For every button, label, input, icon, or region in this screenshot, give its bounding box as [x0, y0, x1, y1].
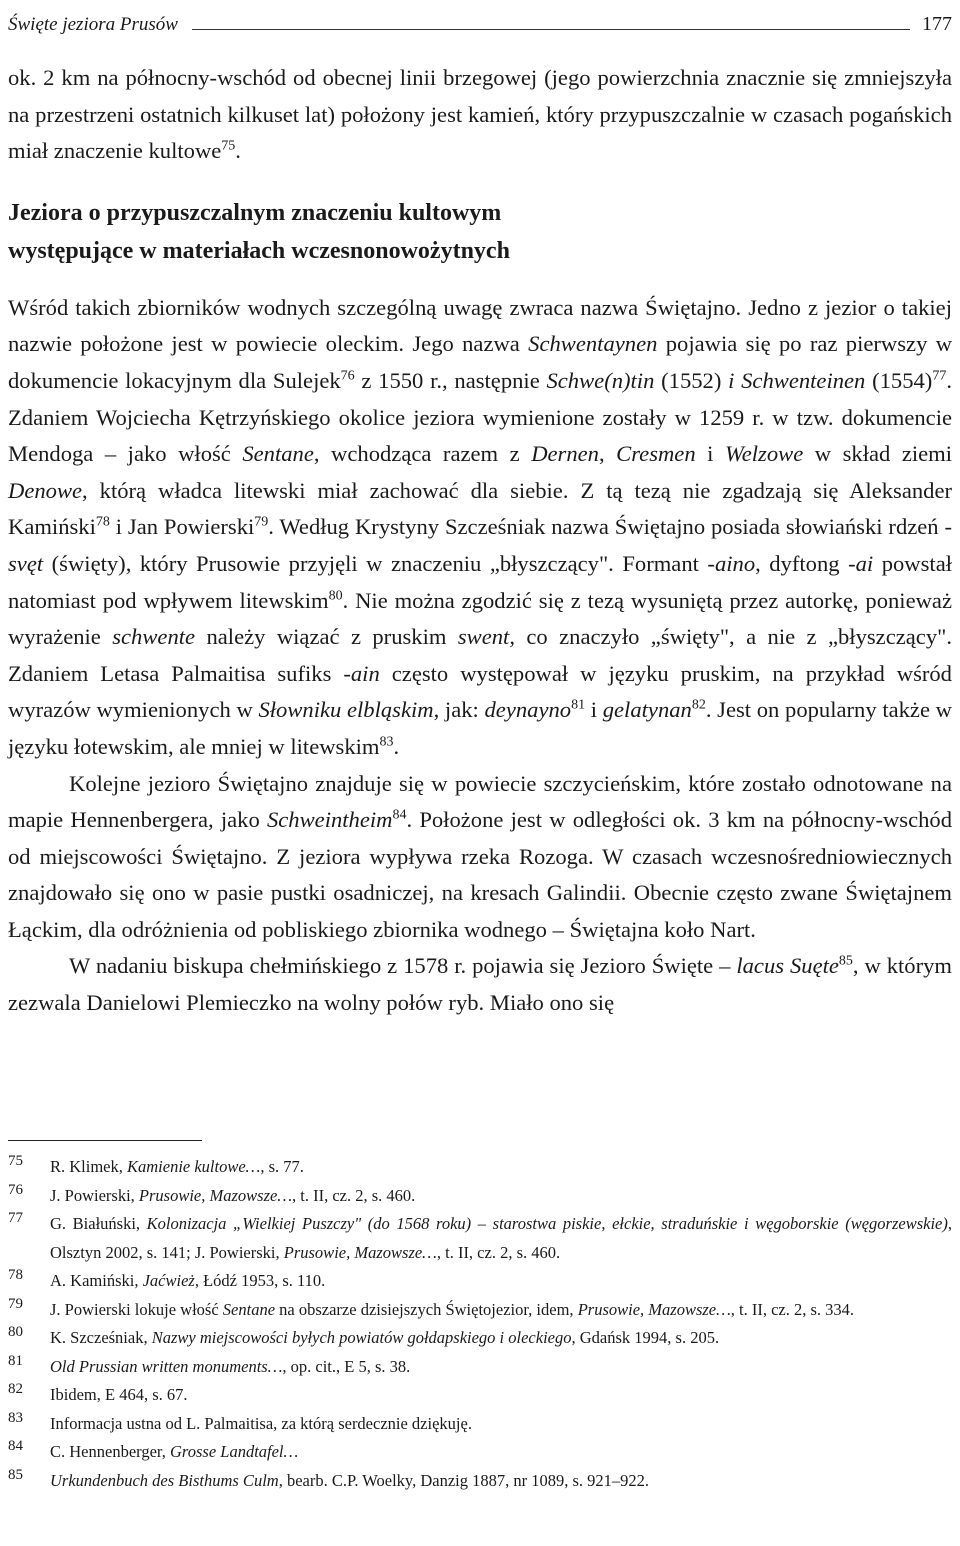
italic-term: -svęt	[8, 514, 953, 576]
italic-title: Prusowie, Mazowsze…	[283, 1242, 437, 1262]
italic-title: Kolonizacja „Wielkiej Puszczy" (do 1568 roku) – starostwa piskie, ełckie, straduńskie i węgoborskie (węgorzewskie)	[146, 1214, 948, 1233]
text-run: A. Kamiński,	[50, 1271, 143, 1290]
text-run: , s. 77.	[260, 1157, 304, 1176]
text-run: , dyftong	[755, 550, 849, 576]
footnote	[8, 1267, 952, 1296]
footnote	[8, 1182, 952, 1211]
footnote-text	[50, 1210, 952, 1267]
italic-title: Jaćwież	[142, 1271, 195, 1290]
footnote-ref: 81	[571, 697, 586, 713]
footnote-number: 79	[8, 1295, 23, 1312]
footnote-text	[50, 1182, 952, 1211]
italic-term: Dernen	[531, 441, 599, 467]
italic-term: gelatynan	[602, 697, 692, 723]
text-run: ,	[598, 441, 617, 467]
text-run: , t. II, cz. 2, s. 460.	[292, 1185, 416, 1205]
main-text	[8, 60, 952, 1022]
italic-term: swent	[457, 624, 510, 650]
footnote-number: 80	[8, 1324, 23, 1340]
italic-term: schwente	[112, 624, 196, 650]
text-run: w skład ziemi	[803, 441, 953, 467]
footnote-text	[50, 1438, 952, 1467]
text-run: i Jan Powierski	[109, 514, 255, 540]
text-run: , t. II, cz. 2, s. 334.	[730, 1299, 855, 1319]
footnote	[8, 1153, 952, 1182]
footnote-number: 84	[8, 1438, 23, 1454]
italic-title: Urkundenbuch des Bisthums Culm	[50, 1470, 279, 1490]
footnote-number: 76	[8, 1181, 23, 1198]
italic-term: Welzowe	[724, 441, 804, 467]
section-heading	[8, 194, 952, 270]
footnote-text	[50, 1153, 952, 1182]
text-run: (1552)	[654, 367, 729, 393]
text-run: (święty), który Prusowie przyjęli w znaczeniu „błyszczący". Formant	[43, 550, 708, 576]
italic-title: Nazwy miejscowości byłych powiatów gołdapskiego i oleckiego	[151, 1328, 572, 1347]
footnote-ref: 78	[95, 514, 110, 530]
footnote	[8, 1438, 952, 1467]
text-run: G. Białuński,	[50, 1214, 147, 1233]
text-run: , Łódź 1953, s. 110.	[194, 1271, 326, 1290]
text-run: , co znaczyło „święty", a nie z „błyszczący". Zdaniem Letasa Palmaitisa sufiks	[8, 624, 952, 686]
italic-term: Sentane	[242, 441, 314, 467]
footnote-ref: 76	[340, 368, 355, 384]
text-run: . Nie można zgodzić się z tezą wysuniętą przez autorkę, ponieważ wyrażenie	[8, 587, 952, 650]
text-run: powstał natomiast pod wpływem litewskim	[8, 550, 953, 613]
footnotes	[8, 1153, 952, 1495]
text-run: na obszarze dzisiejszych Świętojezior, idem,	[275, 1299, 578, 1319]
text-run: . Według Krystyny Szcześniak nazwa Świętajno posiada słowiański rdzeń	[268, 514, 945, 540]
text-run: i	[695, 441, 725, 467]
italic-title: Prusowie, Mazowsze…	[577, 1299, 731, 1319]
text-run: ok. 2 km na północny-wschód od obecnej linii brzegowej (jego powierzchnia znacznie się zmniejszyła na przestrzeni ostatnich kilkuset lat) położony jest kamień, który przypuszczalnie w czasach pogańskich miał znaczenie kultowe	[8, 65, 952, 164]
paragraph-2	[8, 290, 952, 766]
heading-line-2: występujące w materiałach wczesnonowożytnych	[8, 237, 510, 264]
text-run: , którą władca litewski miał zachować dla siebie. Z tą tezą nie zgadzają się Aleksander Kamiński	[8, 477, 952, 540]
footnote	[8, 1353, 952, 1382]
footnote-number: 83	[8, 1409, 23, 1426]
footnote-text	[50, 1267, 952, 1296]
text-run: , w którym zezwala Danielowi Plemieczko na wolny połów ryb. Miało ono się	[8, 953, 952, 1016]
footnote-text	[50, 1296, 952, 1325]
footnote-number: 77	[8, 1210, 23, 1226]
footnote	[8, 1210, 952, 1267]
text-run: Kolejne jezioro Świętajno znajduje się w powiecie szczycieńskim, które zostało odnotowane na mapie Hennenbergera, jako	[8, 770, 952, 833]
footnote-text	[50, 1324, 952, 1353]
text-run: i	[585, 697, 603, 723]
text-run: często występował w języku pruskim, na przykład wśród wyrazów wymienionych w	[8, 660, 952, 723]
paragraph-4	[8, 948, 952, 1021]
text-run: W nadaniu biskupa chełmińskiego z 1578 r. pojawia się Jezioro Święte –	[69, 953, 737, 979]
text-run: . Położone jest w odległości ok. 3 km na północny-wschód od miejscowości Świętajno. Z jeziora wypływa rzeka Rozoga. W czasach wczesnośredniowiecznych znajdowało się ono w pasie pustki osadniczej, na kresach Galindii. Obecnie często zwane Świętajnem Łąckim, dla odróżnienia od pobliskiego zbiornika wodnego – Świętajna koło Nart.	[8, 807, 953, 942]
italic-term: lacus Suęte	[736, 953, 839, 979]
heading-line-1: Jeziora o przypuszczalnym znaczeniu kultowym	[8, 199, 502, 226]
italic-term: Schwentaynen	[528, 331, 658, 357]
text-run: z 1550 r., następnie	[354, 367, 547, 393]
text-run: J. Powierski,	[50, 1185, 139, 1205]
text-run: . Jest on popularny także w języku łotewskim, ale mniej w litewskim	[8, 697, 952, 759]
footnote	[8, 1296, 952, 1325]
text-run: , op. cit., E 5, s. 38.	[282, 1356, 411, 1376]
text-run: , jak:	[433, 697, 485, 723]
text-run: , wchodząca razem z	[313, 441, 532, 467]
italic-term: Cresmen	[616, 441, 696, 467]
text-run: K. Szcześniak,	[50, 1328, 152, 1347]
italic-term: Schweintheim	[266, 807, 393, 833]
footnote-ref: 84	[392, 807, 407, 823]
text-run: Informacja ustna od L. Palmaitisa, za którą serdecznie dziękuję.	[50, 1413, 472, 1433]
footnote-ref: 79	[254, 514, 269, 530]
text-run: , Olsztyn 2002, s. 141; J. Powierski,	[50, 1214, 952, 1262]
text-run: pojawia się po raz pierwszy w dokumencie lokacyjnym dla Sulejek	[8, 331, 953, 393]
text-run: . Zdaniem Wojciecha Kętrzyńskiego okolice jeziora wymienione zostały w 1259 r. w tzw. dokumencie Mendoga – jako włość	[8, 367, 952, 467]
italic-term: -aino	[707, 550, 756, 576]
text-run: J. Powierski lokuje włość	[50, 1299, 223, 1319]
footnote-ref: 85	[838, 953, 853, 969]
footnote-ref: 80	[328, 587, 343, 603]
footnote	[8, 1467, 952, 1496]
italic-term: Denowe	[8, 477, 83, 503]
italic-term: deynayno	[484, 697, 572, 723]
paragraph-1	[8, 60, 952, 170]
footnote-text	[50, 1353, 952, 1382]
footnote-number: 81	[8, 1352, 23, 1369]
italic-title: Grosse Landtafel…	[170, 1442, 299, 1461]
footnote-text	[50, 1410, 952, 1439]
text-run: C. Hennenberger,	[50, 1442, 170, 1461]
paragraph-3	[8, 766, 952, 949]
italic-title: Sentane	[222, 1299, 276, 1319]
text-run: (1554)	[865, 367, 933, 393]
footnote	[8, 1381, 952, 1410]
footnote	[8, 1410, 952, 1439]
italic-title: Kamienie kultowe…	[127, 1157, 261, 1176]
running-title: Święte jeziora Prusów	[8, 14, 178, 35]
footnote-ref: 75	[221, 138, 236, 154]
footnote-text	[50, 1467, 952, 1496]
text-run: Wśród takich zbiorników wodnych szczególną uwagę zwraca nazwa Świętajno. Jedno z jezior o takiej nazwie położone jest w powiecie oleckim. Jego nazwa	[8, 294, 952, 357]
footnote-separator	[8, 1140, 202, 1141]
footnote-text	[50, 1381, 952, 1410]
footnote-number: 75	[8, 1153, 23, 1169]
text-run: Ibidem, E 464, s. 67.	[50, 1385, 188, 1404]
italic-term: -ain	[343, 660, 380, 686]
italic-term: i Schwenteinen	[728, 367, 866, 393]
text-run: , Gdańsk 1994, s. 205.	[571, 1328, 720, 1347]
footnote-ref: 77	[932, 368, 947, 384]
footnote-number: 78	[8, 1267, 23, 1283]
running-header	[8, 6, 952, 36]
text-run: R. Klimek,	[50, 1157, 127, 1176]
italic-title: Old Prussian written monuments…	[50, 1356, 283, 1376]
italic-term: Słowniku elbląskim	[258, 697, 434, 723]
page-number: 177	[922, 13, 952, 35]
italic-term: Schwe(n)tin	[546, 367, 655, 393]
footnote-ref: 83	[379, 734, 394, 750]
text-run: .	[393, 733, 400, 759]
text-run: .	[235, 138, 241, 164]
text-run: należy wiązać z pruskim	[195, 624, 458, 650]
header-rule	[192, 29, 910, 30]
text-run: , bearb. C.P. Woelky, Danzig 1887, nr 1089, s. 921–922.	[278, 1470, 650, 1490]
italic-title: Prusowie, Mazowsze…	[138, 1185, 293, 1205]
footnote-number: 85	[8, 1466, 23, 1483]
footnote-number: 82	[8, 1381, 23, 1397]
footnote	[8, 1324, 952, 1353]
text-run: , t. II, cz. 2, s. 460.	[436, 1242, 561, 1262]
italic-term: -ai	[848, 550, 874, 576]
footnote-ref: 82	[691, 697, 706, 713]
